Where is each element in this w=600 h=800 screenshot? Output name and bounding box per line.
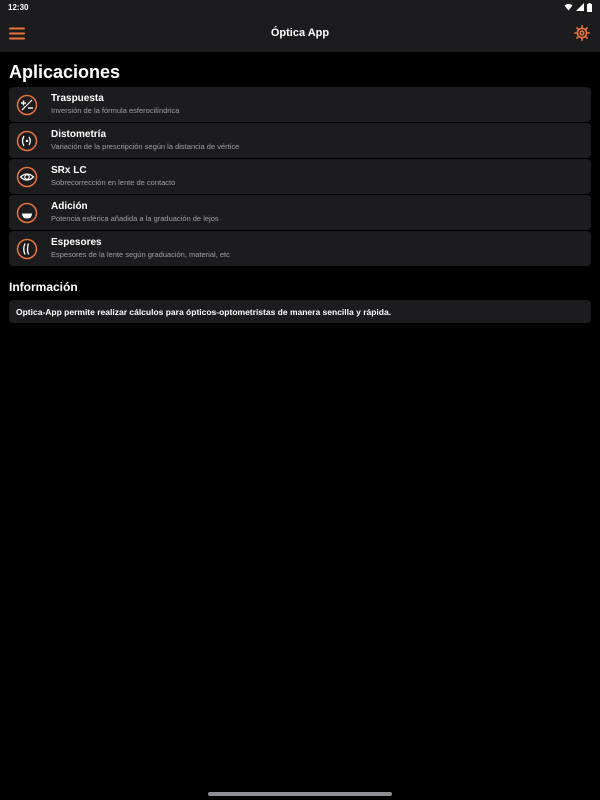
gear-icon xyxy=(574,25,590,41)
plus-minus-icon xyxy=(16,94,38,116)
hamburger-menu-icon xyxy=(9,27,25,40)
app-item-description: Potencia esférica añadida a la graduación de lejos xyxy=(51,214,219,223)
app-item-description: Inversión de la fórmula esferocilíndrica xyxy=(51,106,180,115)
signal-icon xyxy=(576,3,584,11)
app-item-description: Variación de la prescripción según la distancia de vértice xyxy=(51,142,240,151)
app-item-text xyxy=(51,93,179,116)
app-item-distometria[interactable] xyxy=(9,123,591,158)
settings-button[interactable] xyxy=(572,23,592,43)
menu-button[interactable] xyxy=(7,23,27,43)
app-item-name: SRx LC xyxy=(51,165,87,176)
information-box xyxy=(9,300,591,323)
app-item-espesores[interactable] xyxy=(9,231,591,266)
status-bar xyxy=(0,0,600,14)
app-item-traspuesta[interactable] xyxy=(9,87,591,122)
eye-icon xyxy=(16,166,38,188)
app-item-name: Adición xyxy=(51,201,88,212)
app-item-name: Distometría xyxy=(51,129,107,140)
app-item-name: Espesores xyxy=(51,237,102,248)
app-item-text xyxy=(51,165,175,188)
app-item-description: Sobrecorrección en lente de contacto xyxy=(51,178,176,187)
app-item-description: Espesores de la lente según graduación, material, etc xyxy=(51,250,230,259)
main-content xyxy=(9,52,591,323)
home-indicator[interactable] xyxy=(208,792,392,796)
app-item-adicion[interactable] xyxy=(9,195,591,230)
status-icons xyxy=(564,3,592,12)
information-title: Información xyxy=(9,280,78,294)
applications-title: Aplicaciones xyxy=(9,62,121,82)
app-item-text xyxy=(51,237,230,260)
status-time: 12:30 xyxy=(8,2,29,12)
app-item-text xyxy=(51,129,239,152)
app-item-text xyxy=(51,201,219,224)
battery-icon xyxy=(587,3,592,12)
wifi-icon xyxy=(564,3,573,11)
eye-distance-icon xyxy=(16,130,38,152)
app-item-srx-lc[interactable] xyxy=(9,159,591,194)
app-title: Óptica App xyxy=(270,27,330,39)
app-bar xyxy=(0,14,600,52)
lens-thickness-icon xyxy=(16,238,38,260)
app-item-name: Traspuesta xyxy=(51,93,104,104)
bifocal-lens-icon xyxy=(16,202,38,224)
information-text: Optica-App permite realizar cálculos para ópticos-optometristas de manera sencilla y rápida. xyxy=(16,306,392,317)
applications-list xyxy=(9,87,591,266)
